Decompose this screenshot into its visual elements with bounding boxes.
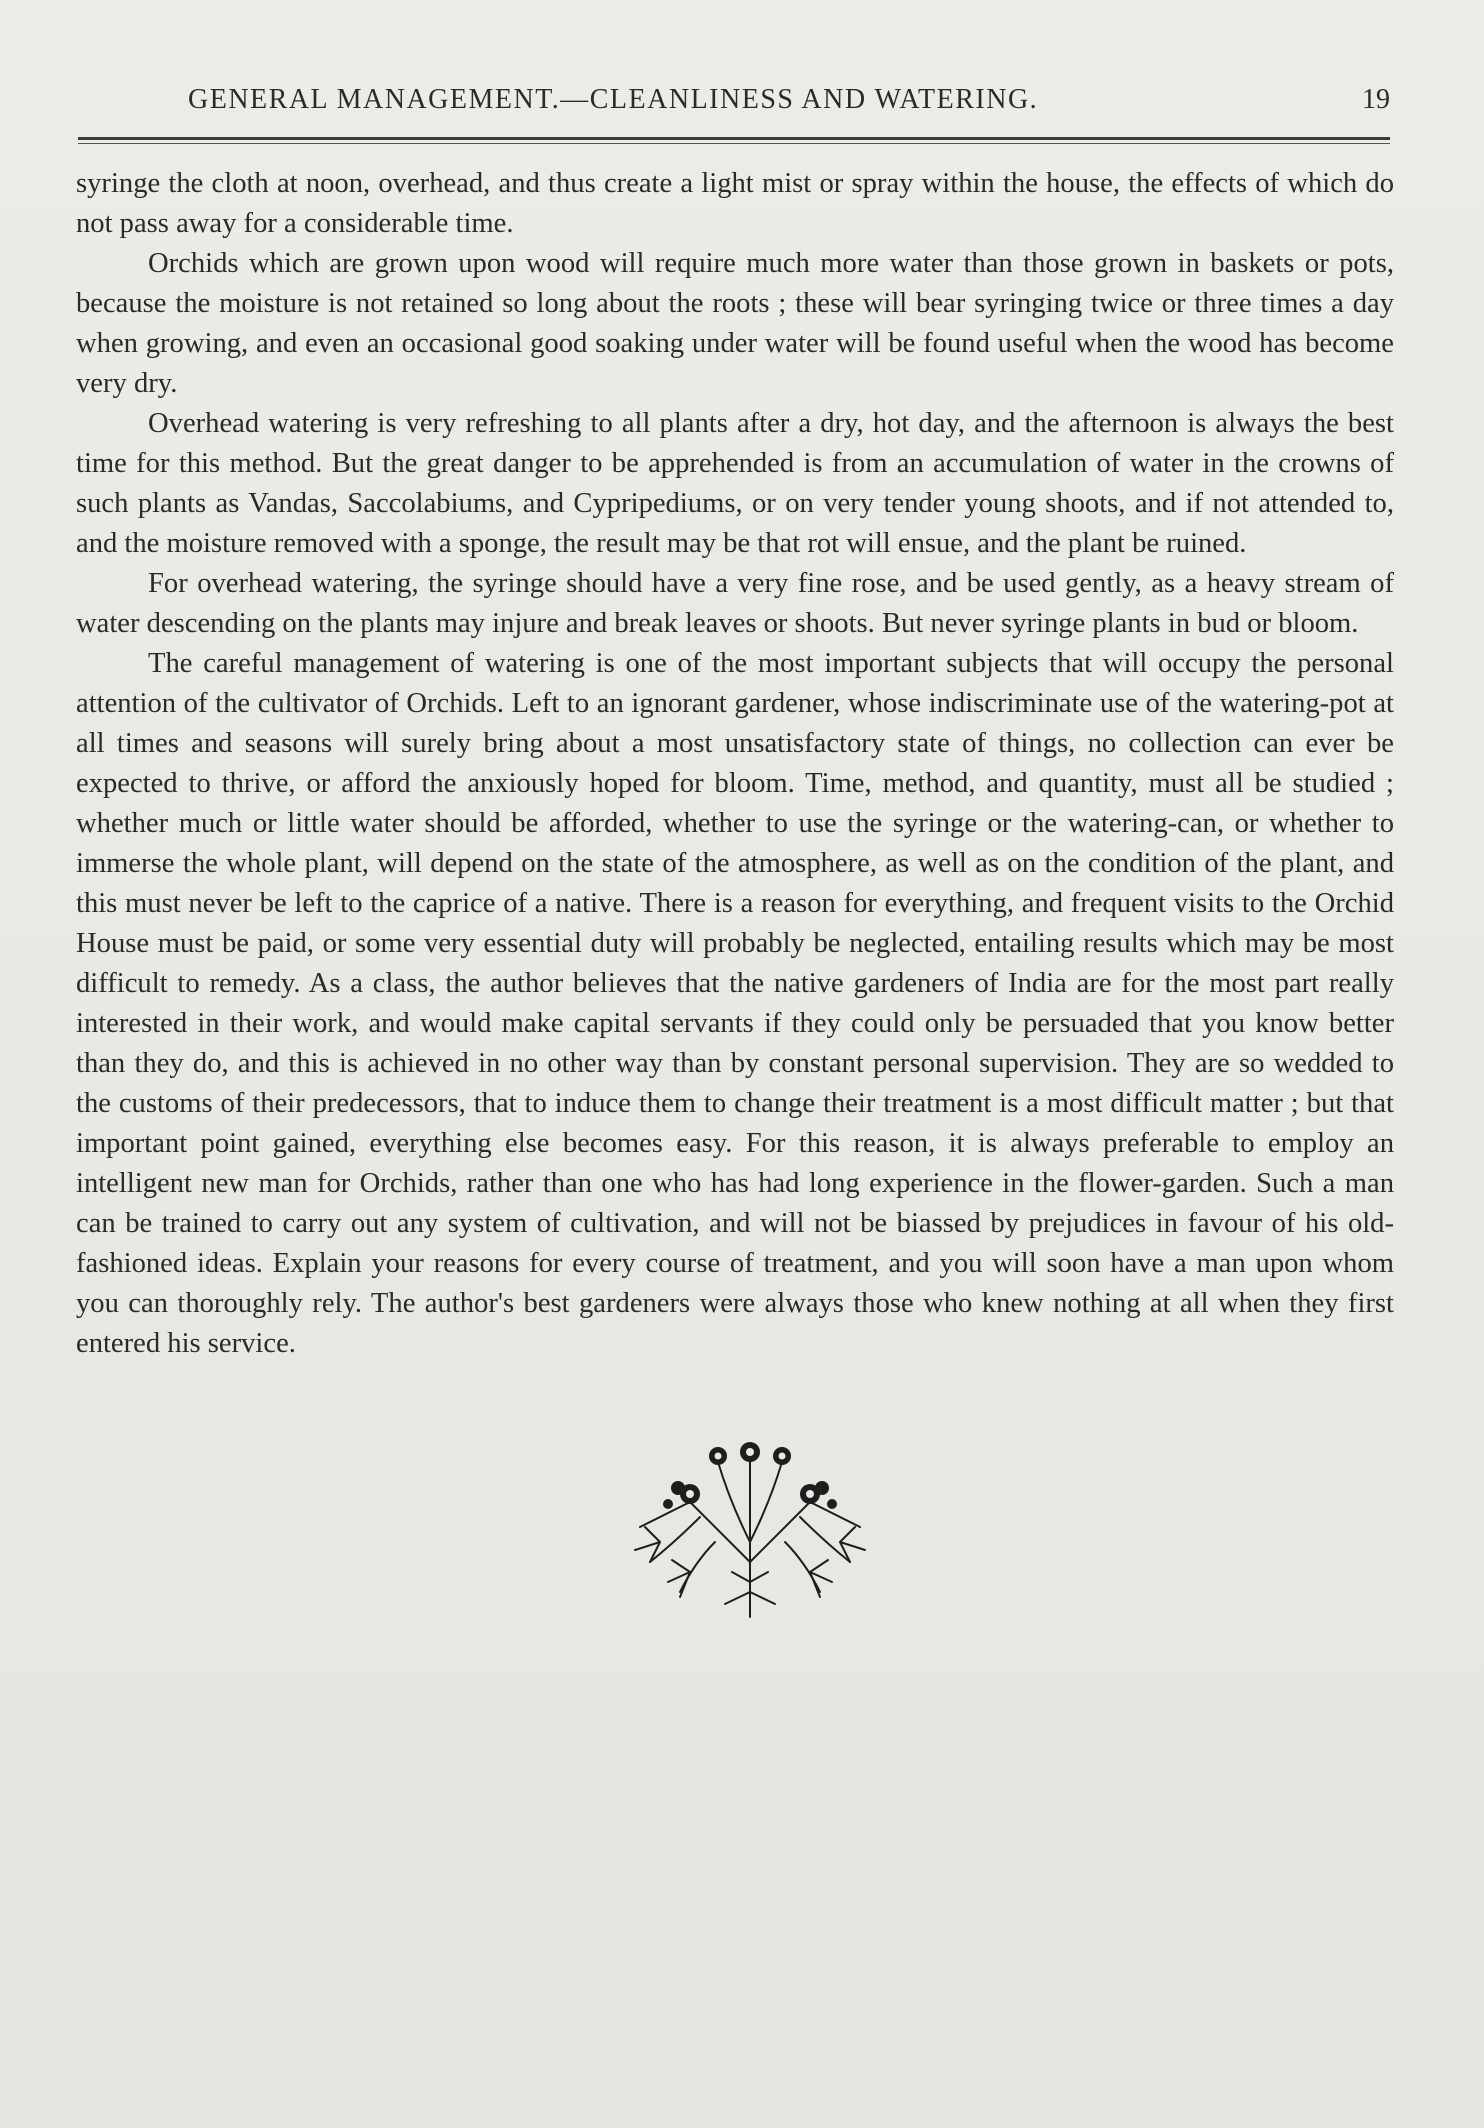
page-number: 19 (1362, 84, 1390, 115)
paragraph: The careful management of watering is one of the most important subjects that will occupy the personal attention of the cultivator of Orchids. Left to an ignorant gardener, whose indiscriminate use of the watering-pot at all times and seasons will surely bring about a most unsatisfactory state of things, no collection can ever be expected to thrive, or afford the anxiously hoped for bloom. Time, method, and quantity, must all be studied ; whether much or little water should be afforded, whether to use the syringe or the watering-can, or whether to immerse the whole plant, will depend on the state of the atmosphere, as well as on the condition of the plant, and this must never be left to the caprice of a native. There is a reason for everything, and frequent visits to the Orchid House must be paid, or some very essential duty will probably be neglected, entailing results which may be most difficult to remedy. As a class, the author believes that the native gardeners of India are for the most part really interested in their work, and would make capital servants if they could only be persuaded that you know better than they do, and this is achieved in no other way than by constant personal supervision. They are so wedded to the customs of their predecessors, that to induce them to change their treatment is a most difficult matter ; but that important point gained, everything else becomes easy. For this reason, it is always preferable to employ an intelligent new man for Orchids, rather than one who has had long experience in the flower-garden. Such a man can be trained to carry out any system of cultivation, and will not be biassed by prejudices in favour of his old-fashioned ideas. Explain your reasons for every course of treatment, and you will soon have a man upon whom you can thoroughly rely. The author's best gardeners were always those who knew nothing at all when they first entered his service. (76, 648, 1394, 1359)
header-rule-thick (78, 137, 1390, 140)
running-head: GENERAL MANAGEMENT.—CLEANLINESS AND WATERING. (188, 84, 1039, 115)
paragraph: Orchids which are grown upon wood will require much more water than those grown in baskets or pots, because the moisture is not retained so long about the roots ; these will bear syringing twice or three times a day when growing, and even an occasional good soaking under water will be found useful when the wood has become very dry. (76, 248, 1394, 399)
paragraph: Overhead watering is very refreshing to all plants after a dry, hot day, and the afternoon is always the best time for this method. But the great danger to be apprehended is from an accumulation of water in the crowns of such plants as Vandas, Saccolabiums, and Cypripediums, or on very tender young shoots, and if not attended to, and the moisture removed with a sponge, the result may be that rot will ensue, and the plant be ruined. (76, 408, 1394, 559)
body-text (76, 164, 1394, 1364)
paragraph: For overhead watering, the syringe should have a very fine rose, and be used gently, as a heavy stream of water descending on the plants may injure and break leaves or shoots. But never syringe plants in bud or bloom. (76, 568, 1394, 639)
header-rule-thin (78, 143, 1390, 144)
page-header (78, 84, 1390, 124)
paragraph-continued: syringe the cloth at noon, overhead, and thus create a light mist or spray within the house, the effects of which do not pass away for a considerable time. (76, 168, 1394, 239)
floral-ornament-icon (620, 1432, 880, 1622)
